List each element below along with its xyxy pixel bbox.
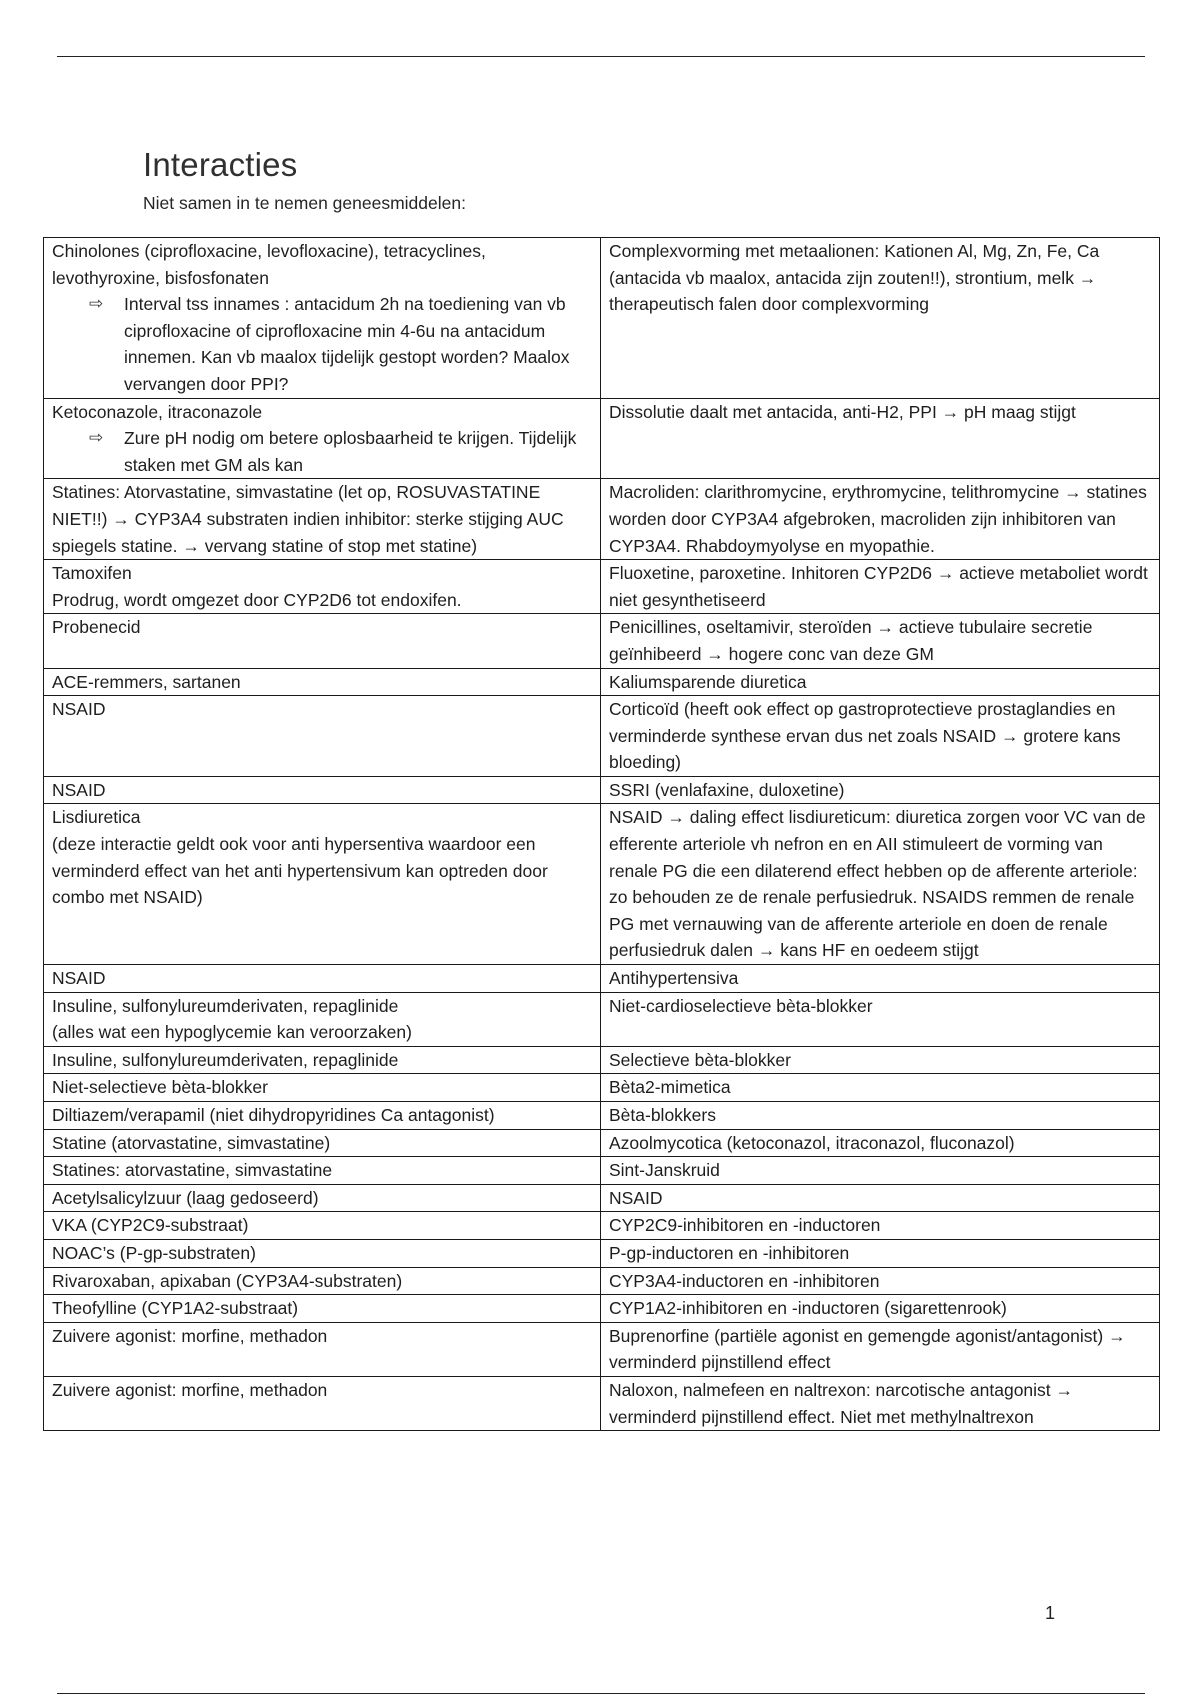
drug-name: Acetylsalicylzuur (laag gedoseerd) bbox=[52, 1187, 319, 1208]
table-row bbox=[44, 992, 1160, 1046]
interaction-text: Azoolmycotica (ketoconazol, itraconazol, fluconazol) bbox=[609, 1132, 1015, 1153]
interaction-cell bbox=[601, 668, 1160, 696]
interaction-cell bbox=[601, 1046, 1160, 1074]
table-row bbox=[44, 614, 1160, 668]
drug-cell bbox=[44, 668, 601, 696]
drug-name: Diltiazem/verapamil (niet dihydropyridines Ca antagonist) bbox=[52, 1105, 495, 1125]
header-rule bbox=[57, 56, 1145, 57]
table-row bbox=[44, 479, 1160, 560]
table-row bbox=[44, 1376, 1160, 1430]
table-row bbox=[44, 1212, 1160, 1240]
drug-name: Zuivere agonist: morfine, methadon bbox=[52, 1325, 328, 1346]
interaction-text: Complexvorming met metaalionen: Kationen Al, Mg, Zn, Fe, Ca (antacida vb maalox, antacida zijn zouten!!), strontium, melk → therapeutisch falen door complexvorming bbox=[609, 241, 1100, 315]
interaction-text: Bèta-blokkers bbox=[609, 1105, 716, 1125]
arrow-bullet-icon: ⇨ bbox=[89, 294, 104, 314]
drug-name: Insuline, sulfonylureumderivaten, repaglinide bbox=[52, 1049, 399, 1070]
drug-name: VKA (CYP2C9-substraat) bbox=[52, 1215, 249, 1236]
table-row bbox=[44, 1074, 1160, 1102]
interaction-text: Bèta2-mimetica bbox=[609, 1077, 731, 1098]
drug-name: NOAC’s (P-gp-substraten) bbox=[52, 1242, 256, 1263]
interaction-cell bbox=[601, 1295, 1160, 1323]
interaction-text: Antihypertensiva bbox=[609, 968, 739, 989]
interaction-text: NSAID → daling effect lisdiureticum: diuretica zorgen voor VC van de efferente arteriole vh nefron en en AII stimuleert de vorming van renale PG die een dilaterend effect hebben op de afferente arteriole: zo behouden ze de renale perfusiedruk. NSAIDS remmen de renale PG met vernauwing van de afferente arteriole en doen de renale perfusiedruk dalen → kans HF en oedeem stijgt bbox=[609, 807, 1146, 961]
table-row bbox=[44, 1184, 1160, 1212]
drug-name: Lisdiuretica bbox=[52, 807, 141, 828]
drug-name: Theofylline (CYP1A2-substraat) bbox=[52, 1298, 299, 1319]
drug-name: ACE-remmers, sartanen bbox=[52, 671, 241, 692]
interaction-text: Macroliden: clarithromycine, erythromycine, telithromycine → statines worden door CYP3A4 afgebroken, macroliden zijn inhibitoren van CYP3A4. Rhabdoymyolyse en myopathie. bbox=[609, 482, 1147, 556]
interaction-text: Penicillines, oseltamivir, steroïden → actieve tubulaire secretie geïnhibeerd → hogere conc van deze GM bbox=[609, 617, 1093, 664]
interactions-table-body bbox=[44, 238, 1160, 1431]
drug-name: Insuline, sulfonylureumderivaten, repaglinide bbox=[52, 995, 399, 1016]
interaction-cell bbox=[601, 238, 1160, 399]
interaction-cell bbox=[601, 614, 1160, 668]
sub-bullet-text: Zure pH nodig om betere oplosbaarheid te krijgen. Tijdelijk staken met GM als kan bbox=[124, 428, 577, 475]
table-row bbox=[44, 1157, 1160, 1185]
interaction-text: Dissolutie daalt met antacida, anti-H2, PPI → pH maag stijgt bbox=[609, 401, 1076, 422]
table-row bbox=[44, 776, 1160, 804]
interaction-text: Niet-cardioselectieve bèta-blokker bbox=[609, 995, 873, 1016]
drug-cell bbox=[44, 776, 601, 804]
drug-cell bbox=[44, 804, 601, 965]
table-row bbox=[44, 1046, 1160, 1074]
interaction-cell bbox=[601, 398, 1160, 479]
interaction-cell bbox=[601, 1157, 1160, 1185]
interaction-cell bbox=[601, 1102, 1160, 1130]
drug-note: (deze interactie geldt ook voor anti hypersentiva waardoor een verminderd effect van het anti hypertensivum kan optreden door combo met NSAID) bbox=[52, 834, 548, 908]
drug-cell bbox=[44, 1267, 601, 1295]
drug-name: NSAID bbox=[52, 779, 106, 800]
interaction-cell bbox=[601, 1322, 1160, 1376]
drug-name: Ketoconazole, itraconazole bbox=[52, 401, 263, 422]
drug-note: (alles wat een hypoglycemie kan veroorzaken) bbox=[52, 1022, 412, 1043]
interaction-text: Kaliumsparende diuretica bbox=[609, 671, 807, 692]
drug-cell bbox=[44, 238, 601, 399]
table-row bbox=[44, 238, 1160, 399]
drug-note: Prodrug, wordt omgezet door CYP2D6 tot endoxifen. bbox=[52, 589, 462, 610]
table-row bbox=[44, 696, 1160, 777]
interactions-table bbox=[43, 237, 1160, 1431]
drug-name: NSAID bbox=[52, 968, 106, 989]
drug-name: Zuivere agonist: morfine, methadon bbox=[52, 1379, 328, 1400]
interaction-text: Buprenorfine (partiële agonist en gemengde agonist/antagonist) → verminderd pijnstillend effect bbox=[609, 1325, 1126, 1373]
interaction-cell bbox=[601, 1074, 1160, 1102]
interaction-text: Corticoïd (heeft ook effect op gastroprotectieve prostaglandies en verminderde synthese ervan dus net zoals NSAID → grotere kans bloeding) bbox=[609, 699, 1121, 773]
interaction-cell bbox=[601, 1239, 1160, 1267]
arrow-bullet-icon: ⇨ bbox=[89, 428, 104, 448]
sub-bullet bbox=[52, 291, 592, 397]
drug-cell bbox=[44, 992, 601, 1046]
drug-cell bbox=[44, 1046, 601, 1074]
page-number: 1 bbox=[1045, 1603, 1056, 1623]
table-row bbox=[44, 668, 1160, 696]
drug-name: Tamoxifen bbox=[52, 563, 132, 584]
drug-cell bbox=[44, 1157, 601, 1185]
interaction-cell bbox=[601, 696, 1160, 777]
interaction-cell bbox=[601, 1184, 1160, 1212]
table-row bbox=[44, 1322, 1160, 1376]
table-row bbox=[44, 560, 1160, 614]
interaction-text: Fluoxetine, paroxetine. Inhitoren CYP2D6 → actieve metaboliet wordt niet gesynthetiseerd bbox=[609, 563, 1148, 610]
drug-cell bbox=[44, 1376, 601, 1430]
drug-cell bbox=[44, 1184, 601, 1212]
interaction-cell bbox=[601, 560, 1160, 614]
table-row bbox=[44, 1239, 1160, 1267]
table-row bbox=[44, 1267, 1160, 1295]
drug-name: Chinolones (ciprofloxacine, levofloxacine), tetracyclines, levothyroxine, bisfosfonaten bbox=[52, 241, 486, 288]
table-row bbox=[44, 398, 1160, 479]
interaction-text: Selectieve bèta-blokker bbox=[609, 1049, 791, 1070]
drug-cell bbox=[44, 1102, 601, 1130]
drug-cell bbox=[44, 1295, 601, 1323]
interaction-text: CYP1A2-inhibitoren en -inductoren (sigarettenrook) bbox=[609, 1298, 1007, 1319]
drug-cell bbox=[44, 1322, 601, 1376]
interaction-text: CYP3A4-inductoren en -inhibitoren bbox=[609, 1270, 880, 1291]
drug-name: NSAID bbox=[52, 699, 106, 720]
sub-bullet-text: Interval tss innames : antacidum 2h na toediening van vb ciprofloxacine of ciprofloxacine min 4-6u na antacidum innemen. Kan vb maalox tijdelijk gestopt worden? Maalox vervangen door PPI? bbox=[124, 294, 570, 394]
table-row bbox=[44, 1102, 1160, 1130]
interaction-cell bbox=[601, 1267, 1160, 1295]
table-row bbox=[44, 1129, 1160, 1157]
drug-cell bbox=[44, 1212, 601, 1240]
interaction-cell bbox=[601, 1376, 1160, 1430]
page-subtitle: Niet samen in te nemen geneesmiddelen: bbox=[143, 193, 466, 213]
drug-name: Probenecid bbox=[52, 617, 141, 638]
interaction-cell bbox=[601, 1212, 1160, 1240]
drug-cell bbox=[44, 560, 601, 614]
drug-name: Statine (atorvastatine, simvastatine) bbox=[52, 1132, 331, 1153]
interaction-text: SSRI (venlafaxine, duloxetine) bbox=[609, 779, 845, 800]
interaction-text: Sint-Janskruid bbox=[609, 1160, 720, 1181]
sub-bullet bbox=[52, 425, 592, 478]
drug-cell bbox=[44, 398, 601, 479]
drug-name: Statines: Atorvastatine, simvastatine (let op, ROSUVASTATINE NIET!!) → CYP3A4 substraten indien inhibitor: sterke stijging AUC spiegels statine. → vervang statine of stop met statine) bbox=[52, 482, 564, 556]
interaction-cell bbox=[601, 992, 1160, 1046]
drug-cell bbox=[44, 1239, 601, 1267]
interaction-text: Naloxon, nalmefeen en naltrexon: narcotische antagonist → verminderd pijnstillend effect. Niet met methylnaltrexon bbox=[609, 1379, 1074, 1427]
drug-cell bbox=[44, 965, 601, 993]
interaction-cell bbox=[601, 804, 1160, 965]
drug-cell bbox=[44, 1074, 601, 1102]
footer-rule bbox=[57, 1693, 1145, 1694]
interaction-cell bbox=[601, 776, 1160, 804]
table-row bbox=[44, 804, 1160, 965]
interaction-text: NSAID bbox=[609, 1187, 663, 1208]
drug-name: Statines: atorvastatine, simvastatine bbox=[52, 1160, 333, 1181]
interaction-cell bbox=[601, 965, 1160, 993]
drug-cell bbox=[44, 614, 601, 668]
interaction-text: CYP2C9-inhibitoren en -inductoren bbox=[609, 1215, 881, 1236]
interaction-text: P-gp-inductoren en -inhibitoren bbox=[609, 1242, 850, 1263]
drug-name: Niet-selectieve bèta-blokker bbox=[52, 1077, 268, 1098]
interaction-cell bbox=[601, 1129, 1160, 1157]
drug-cell bbox=[44, 696, 601, 777]
drug-cell bbox=[44, 1129, 601, 1157]
table-row bbox=[44, 1295, 1160, 1323]
page-title: Interacties bbox=[143, 146, 298, 183]
table-row bbox=[44, 965, 1160, 993]
drug-cell bbox=[44, 479, 601, 560]
interaction-cell bbox=[601, 479, 1160, 560]
drug-name: Rivaroxaban, apixaban (CYP3A4-substraten) bbox=[52, 1270, 403, 1291]
